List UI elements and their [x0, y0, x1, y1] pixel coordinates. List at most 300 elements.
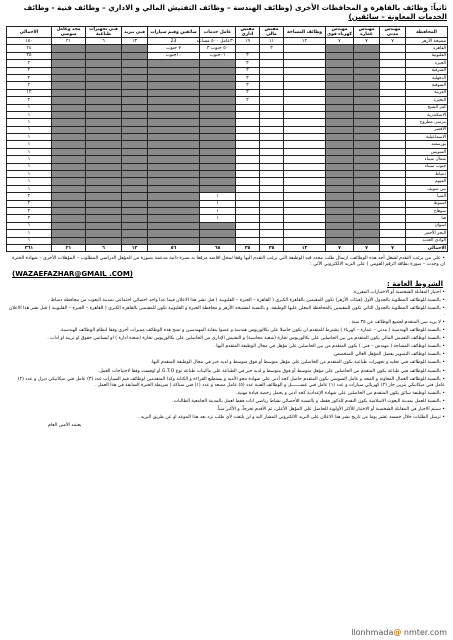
table-row [7, 74, 448, 81]
table-cell [284, 45, 326, 52]
table-cell [148, 222, 200, 229]
column-header: الاجمالي [7, 27, 52, 38]
table-cell [52, 207, 86, 214]
table-cell [284, 52, 326, 59]
table-cell [284, 200, 326, 207]
table-cell [122, 60, 148, 67]
table-cell [148, 67, 200, 74]
table-cell [122, 207, 148, 214]
table-cell [148, 156, 200, 163]
table-cell: ١٥٠ [7, 38, 52, 45]
column-header: وظائف المساحة [284, 27, 326, 38]
table-cell [260, 200, 284, 207]
condition-item: • بالنسبة للوظائف المطلوبة بالجدول الثاني تكون للمقيمين بالمحافظة المعلن عليها الوظيفة، و بالنسبة لمشيخة الأزهر و محافظة الجيزة و القليوبية تكون للمقيمين بالقاهرة الكبرى ( القاهرة – الجيزة – القليوبية ) قبل نشر هذا الاعلان . [8, 306, 445, 318]
table-cell: ٢٥ [7, 52, 52, 59]
table-cell [260, 60, 284, 67]
table-cell: ٣ [236, 74, 260, 81]
table-row [7, 222, 448, 229]
table-cell: ١ [7, 104, 52, 111]
watermark-right: nmter.com [401, 628, 447, 637]
table-cell [326, 134, 354, 141]
watermark-left: llonhmada [351, 628, 394, 637]
table-cell [200, 104, 236, 111]
table-row [7, 38, 448, 45]
table-cell [380, 111, 406, 118]
table-cell [122, 222, 148, 229]
table-cell [326, 200, 354, 207]
table-cell [86, 200, 122, 207]
table-cell [122, 119, 148, 126]
table-cell [86, 163, 122, 170]
table-cell [284, 89, 326, 96]
table-cell: ١ [7, 148, 52, 155]
watermark-at: @ [393, 628, 402, 637]
table-cell [326, 148, 354, 155]
table-cell [52, 45, 86, 52]
governorate-cell: المنوفية [406, 82, 448, 89]
table-cell [260, 207, 284, 214]
table-cell [148, 126, 200, 133]
table-cell [236, 230, 260, 237]
table-cell [148, 148, 200, 155]
table-cell [122, 126, 148, 133]
governorate-cell: الغربية [406, 89, 448, 96]
table-cell [86, 60, 122, 67]
table-cell [284, 207, 326, 214]
table-cell [148, 230, 200, 237]
table-cell [86, 156, 122, 163]
table-cell [122, 200, 148, 207]
table-row [7, 52, 448, 59]
table-cell: ١٩ [236, 38, 260, 45]
table-cell [200, 89, 236, 96]
table-row [7, 215, 448, 222]
table-cell [284, 222, 326, 229]
table-cell: ١ [200, 207, 236, 214]
table-cell: ٥٦ [148, 244, 200, 251]
table-cell: ٧ [354, 38, 380, 45]
table-cell [354, 45, 380, 52]
table-cell: ١ [7, 185, 52, 192]
table-cell [200, 156, 236, 163]
table-cell [122, 215, 148, 222]
table-cell [354, 171, 380, 178]
table-cell [260, 97, 284, 104]
table-cell: ١ [7, 222, 52, 229]
table-cell [380, 215, 406, 222]
conditions-list [8, 290, 445, 429]
table-cell: ١٢ [284, 38, 326, 45]
table-cell [86, 52, 122, 59]
table-row [7, 67, 448, 74]
table-cell [86, 74, 122, 81]
governorate-cell: الاقصر [406, 126, 448, 133]
table-cell [354, 104, 380, 111]
table-cell [52, 171, 86, 178]
table-cell [380, 178, 406, 185]
condition-item: • بالنسبة لوظيفة سائق يكون المتقدم من الحاصلين على شهادة الإعدادية كحد أدنى و يحمل رخصة قيادة مهنية. [8, 391, 445, 397]
table-cell [354, 119, 380, 126]
table-cell: ٢ [7, 193, 52, 200]
table-cell [284, 97, 326, 104]
table-cell: ٧ [380, 244, 406, 251]
table-cell [200, 230, 236, 237]
governorate-cell: الشرقية [406, 67, 448, 74]
table-cell [122, 171, 148, 178]
governorate-cell: سوهاج [406, 207, 448, 214]
condition-item: • بالنسبة للوظائف العمال المعاونة و المجد و عامل السوشي يكون المتقدم حاصل كحد أدنى على شهادة محو الأمية و يستطيع القراءة و الكتابة وكذا المتقدمين لوظائف قيم السيارات عدد (٣) عامل فني ميكانيكي ديزل و عدد (٢) عامل فني ميكانيكي بنزين جاز (٢) كهربائي سيارات و عدد (١) عامل فني غســــــيل و الوظائف الفنية عدد (٥) عامل مصعد و عدد (١) فني سباكة ( شريطة الخبرة السابقة في هذا العمل . [8, 377, 445, 389]
table-cell [236, 126, 260, 133]
table-cell: ١ [200, 215, 236, 222]
table-cell [236, 104, 260, 111]
table-row [7, 141, 448, 148]
table-cell [260, 237, 284, 244]
table-row [7, 60, 448, 67]
table-cell [236, 111, 260, 118]
table-cell: ٧ جنوب [148, 45, 200, 52]
table-cell: ٣٦١ [7, 244, 52, 251]
table-cell [284, 104, 326, 111]
governorate-cell: الاجمالي [406, 244, 448, 251]
table-cell: ٢ [7, 74, 52, 81]
table-cell [326, 156, 354, 163]
table-cell [284, 185, 326, 192]
contact-email[interactable]: (WAZAEFAZHAR@GMAIL .COM) [12, 270, 133, 278]
table-cell [260, 119, 284, 126]
condition-item: • ترسل الطلبات خلال خمسة عشر يوما من تاريخ نشر هذا الاعلان على البريد الالكتروني المشار اليه و لن يلتفت لأي طلب ترد بعد هذا الموعد او عن طريق البريد . [8, 415, 445, 421]
table-cell [52, 111, 86, 118]
condition-item: • بالنسبة لوظائف المساحة ( مهندس – فنى ) يكون المتقدم من بين الحاصلين على مؤهل في مجال الوظيفة المتقدم اليها . [8, 344, 445, 350]
table-cell [148, 89, 200, 96]
table-cell [86, 111, 122, 118]
table-cell: ١ [7, 119, 52, 126]
table-cell: ٧ [326, 244, 354, 251]
table-row [7, 207, 448, 214]
table-cell [236, 222, 260, 229]
table-cell [326, 119, 354, 126]
conditions-closing: يعتمد الأمين العام [48, 423, 82, 429]
table-cell [380, 67, 406, 74]
table-cell [200, 185, 236, 192]
table-cell [52, 222, 86, 229]
table-cell [326, 67, 354, 74]
table-head [7, 27, 448, 38]
table-cell: 23 [148, 38, 200, 45]
table-cell [86, 89, 122, 96]
table-cell [380, 230, 406, 237]
table-cell: ٣ [236, 60, 260, 67]
table-cell: ٧ [380, 38, 406, 45]
table-cell [122, 237, 148, 244]
table-cell [236, 148, 260, 155]
table-cell [380, 237, 406, 244]
table-cell [284, 156, 326, 163]
governorate-cell: الجيزة [406, 60, 448, 67]
governorate-cell: الدقهلية [406, 74, 448, 81]
column-header: سائقين وقيم سيارات [148, 27, 200, 38]
table-cell [284, 237, 326, 244]
table-cell [354, 111, 380, 118]
table-cell: ١٠جنوب [148, 52, 200, 59]
governorate-cell: البحيرة [406, 97, 448, 104]
table-cell: ٣ [236, 89, 260, 96]
table-cell: ١ [7, 126, 52, 133]
table-cell [326, 60, 354, 67]
page-title [4, 2, 449, 21]
table-cell [200, 148, 236, 155]
table-cell [326, 89, 354, 96]
table-cell: ٣ [236, 52, 260, 59]
table-row [7, 45, 448, 52]
table-cell [284, 230, 326, 237]
table-cell [200, 178, 236, 185]
table-cell [354, 134, 380, 141]
table-cell: ٢١ [52, 38, 86, 45]
table-cell: ١ [7, 156, 52, 163]
table-cell [380, 52, 406, 59]
table-cell [260, 222, 284, 229]
table-cell [86, 178, 122, 185]
table-cell [354, 89, 380, 96]
table-cell [354, 230, 380, 237]
table-cell [380, 185, 406, 192]
table-cell [354, 193, 380, 200]
table-cell: ٣٥ [260, 244, 284, 251]
table-cell [86, 97, 122, 104]
table-cell [236, 134, 260, 141]
table-row [7, 111, 448, 118]
table-cell: ٥٠ جنوب ٣ [200, 45, 236, 52]
table-cell [284, 134, 326, 141]
table-cell [148, 97, 200, 104]
table-cell: ١٣ [122, 244, 148, 251]
table-cell [148, 74, 200, 81]
table-cell [200, 74, 236, 81]
table-cell [148, 163, 200, 170]
table-cell [354, 82, 380, 89]
table-cell [354, 222, 380, 229]
table-cell [122, 97, 148, 104]
table-cell [200, 97, 236, 104]
table-cell [52, 126, 86, 133]
table-cell [86, 141, 122, 148]
table-cell [122, 89, 148, 96]
table-cell [260, 156, 284, 163]
column-header: عامل خدمات [200, 27, 236, 38]
table-cell: ٢ [7, 67, 52, 74]
table-cell [380, 163, 406, 170]
table-cell: ٦٥ [200, 244, 236, 251]
table-cell [284, 178, 326, 185]
table-row [7, 89, 448, 96]
table-cell [354, 200, 380, 207]
table-cell [354, 185, 380, 192]
table-cell [236, 237, 260, 244]
table-cell: ١ [7, 163, 52, 170]
table-header-row [7, 27, 448, 38]
table-cell [52, 237, 86, 244]
table-cell [148, 119, 200, 126]
table-cell: ٢٤ [7, 45, 52, 52]
table-cell: ٣ [236, 97, 260, 104]
table-cell [326, 178, 354, 185]
table-cell [284, 119, 326, 126]
table-cell: ٣ [260, 45, 284, 52]
table-cell [148, 111, 200, 118]
table-cell [52, 193, 86, 200]
table-cell [354, 215, 380, 222]
table-cell [354, 141, 380, 148]
table-cell [200, 237, 236, 244]
table-cell [52, 215, 86, 222]
table-cell [284, 148, 326, 155]
table-cell [260, 171, 284, 178]
table-cell [148, 207, 200, 214]
table-cell: ٦ [86, 244, 122, 251]
table-cell: ٦ [86, 38, 122, 45]
table-cell [380, 193, 406, 200]
conditions-items [8, 298, 445, 421]
table-cell [148, 200, 200, 207]
table-cell [122, 141, 148, 148]
table-cell: ٣ [236, 67, 260, 74]
table-cell [148, 178, 200, 185]
table-row [7, 126, 448, 133]
table-cell [236, 193, 260, 200]
submission-note: • على من يرغب التقدم لشغل أحد هذه الوظائف، ارسال طلب محدد فيه الوظيفة التي يرغب التقدم اليها وفقا لمحل اقامته مرفقا به سيرة ذاتية مدعمة بصورة من المؤهل الدراسي المطلوب – المؤهلات الأخرى – شهادة الخبرة ان وجدت – صورة بطاقة الرقم القومي ) على البريد الالكتروني الآتي : [11, 256, 445, 268]
table-cell: ٢ [7, 200, 52, 207]
table-cell [122, 178, 148, 185]
table-cell [236, 200, 260, 207]
governorate-cell: بني سويف [406, 185, 448, 192]
table-cell [52, 52, 86, 59]
condition-item: • بالنسبة للعمل بمدينة البعوث الاسلامية يكون التقدم للذكور فقط، و بالنسبة للأخصائي نشاط رياضي انات فقط لعمل بالمدينة الجامعية الطالبات. [8, 399, 445, 405]
table-cell [236, 141, 260, 148]
table-cell [380, 222, 406, 229]
table-cell [284, 111, 326, 118]
table-cell: ١ [7, 178, 52, 185]
table-cell: ١ [7, 134, 52, 141]
table-cell [260, 163, 284, 170]
table-cell [380, 156, 406, 163]
table-cell [200, 134, 236, 141]
table-cell [86, 222, 122, 229]
table-cell [354, 148, 380, 155]
table-cell [260, 67, 284, 74]
table-cell [236, 156, 260, 163]
table-cell [148, 193, 200, 200]
table-cell: ٢١ [52, 244, 86, 251]
table-cell [380, 148, 406, 155]
table-cell [354, 163, 380, 170]
table-cell [122, 230, 148, 237]
condition-item: • بالنسبة لوظائف التصوير يفضل المؤهل العالي المتخصص. [8, 352, 445, 358]
table-cell [86, 126, 122, 133]
table-cell [354, 237, 380, 244]
table-cell [260, 104, 284, 111]
table-cell [326, 104, 354, 111]
governorate-cell: دمياط [406, 171, 448, 178]
condition-item: • بالنسبة للوظائف الهندسية ( مدني – عمارة – كهرباء ) يشترط للمتقدم ان يكون حاصلا على بكالوريوس هندسة و عضوا بنقابة المهندسين و تمنح هذه الوظائف مميزات أخرى وفقا لنظام الوظائف الهندسية. [8, 328, 445, 334]
table-cell [86, 237, 122, 244]
table-cell: ١ [7, 111, 52, 118]
condition-item: • لا يزيد سن المتقدم لجميع الوظائف عن ٣٥ سنة . [8, 320, 445, 326]
table-row [7, 82, 448, 89]
condition-item: • بالنسبة للوظائف فني تجليد و تجهيزات طباعية يكون المتقدم من الحاصلين على مؤهل متوسط أو فوق متوسط و لديه خبر في مجال الوظيفة المتقدم اليها. [8, 360, 445, 366]
table-cell [86, 230, 122, 237]
table-row [7, 185, 448, 192]
table-cell [148, 141, 200, 148]
table-cell [380, 207, 406, 214]
table-cell: ١١ [260, 38, 284, 45]
table-cell [200, 111, 236, 118]
column-header: مفتش مالي [260, 27, 284, 38]
table-cell [326, 141, 354, 148]
table-cell [326, 193, 354, 200]
table-cell [326, 82, 354, 89]
table-cell [52, 74, 86, 81]
table-cell [148, 134, 200, 141]
table-cell: ٢ [7, 207, 52, 214]
table-cell [122, 82, 148, 89]
page-footer [0, 628, 453, 640]
table-cell [326, 45, 354, 52]
table-cell [326, 222, 354, 229]
condition-item: • بالنسبة للوظائف فني طباعة يكون المتقدم من الحاصلين على مؤهل متوسط أو فوق متوسط و لديه خبر في الطباعة على ماكينات طباعة نوع G.T.O أو اوفست وفقا لاحتياجات العمل. [8, 369, 445, 375]
table-cell [260, 82, 284, 89]
column-header: مهندس مدني [380, 27, 406, 38]
table-cell [148, 171, 200, 178]
table-cell [52, 141, 86, 148]
table-cell [260, 185, 284, 192]
table-cell [122, 45, 148, 52]
table-cell [122, 185, 148, 192]
column-header: مجد وعامل سوشي [52, 27, 86, 38]
condition-item: • سيتم الاخيار في المقابلة الشخصية أو الاختبار للأكثر الأولوية للحاصل على المؤهل الأعلى، ثم الأقدم تخرجاً، و الأكبر سناً. [8, 407, 445, 413]
table-cell [122, 52, 148, 59]
table-cell [86, 185, 122, 192]
table-cell [380, 200, 406, 207]
governorate-cell: القليوبية [406, 52, 448, 59]
document-page [4, 2, 449, 627]
table-cell [200, 141, 236, 148]
table-cell [86, 171, 122, 178]
table-row [7, 104, 448, 111]
table-cell [122, 148, 148, 155]
table-cell [354, 156, 380, 163]
table-cell [52, 163, 86, 170]
table-cell [380, 104, 406, 111]
table-cell [380, 89, 406, 96]
table-cell [326, 52, 354, 59]
governorate-cell: الفيوم [406, 178, 448, 185]
table-cell [86, 45, 122, 52]
table-cell [326, 126, 354, 133]
table-cell: ٠١جنوب [200, 52, 236, 59]
table-cell: ٧ [326, 38, 354, 45]
table-cell [380, 82, 406, 89]
table-cell [200, 119, 236, 126]
table-cell [86, 67, 122, 74]
table-cell [86, 82, 122, 89]
table-cell [52, 89, 86, 96]
table-row [7, 148, 448, 155]
table-cell: ٣ [236, 82, 260, 89]
table-cell [326, 237, 354, 244]
table-cell [148, 237, 200, 244]
table-cell [122, 74, 148, 81]
table-cell [354, 207, 380, 214]
